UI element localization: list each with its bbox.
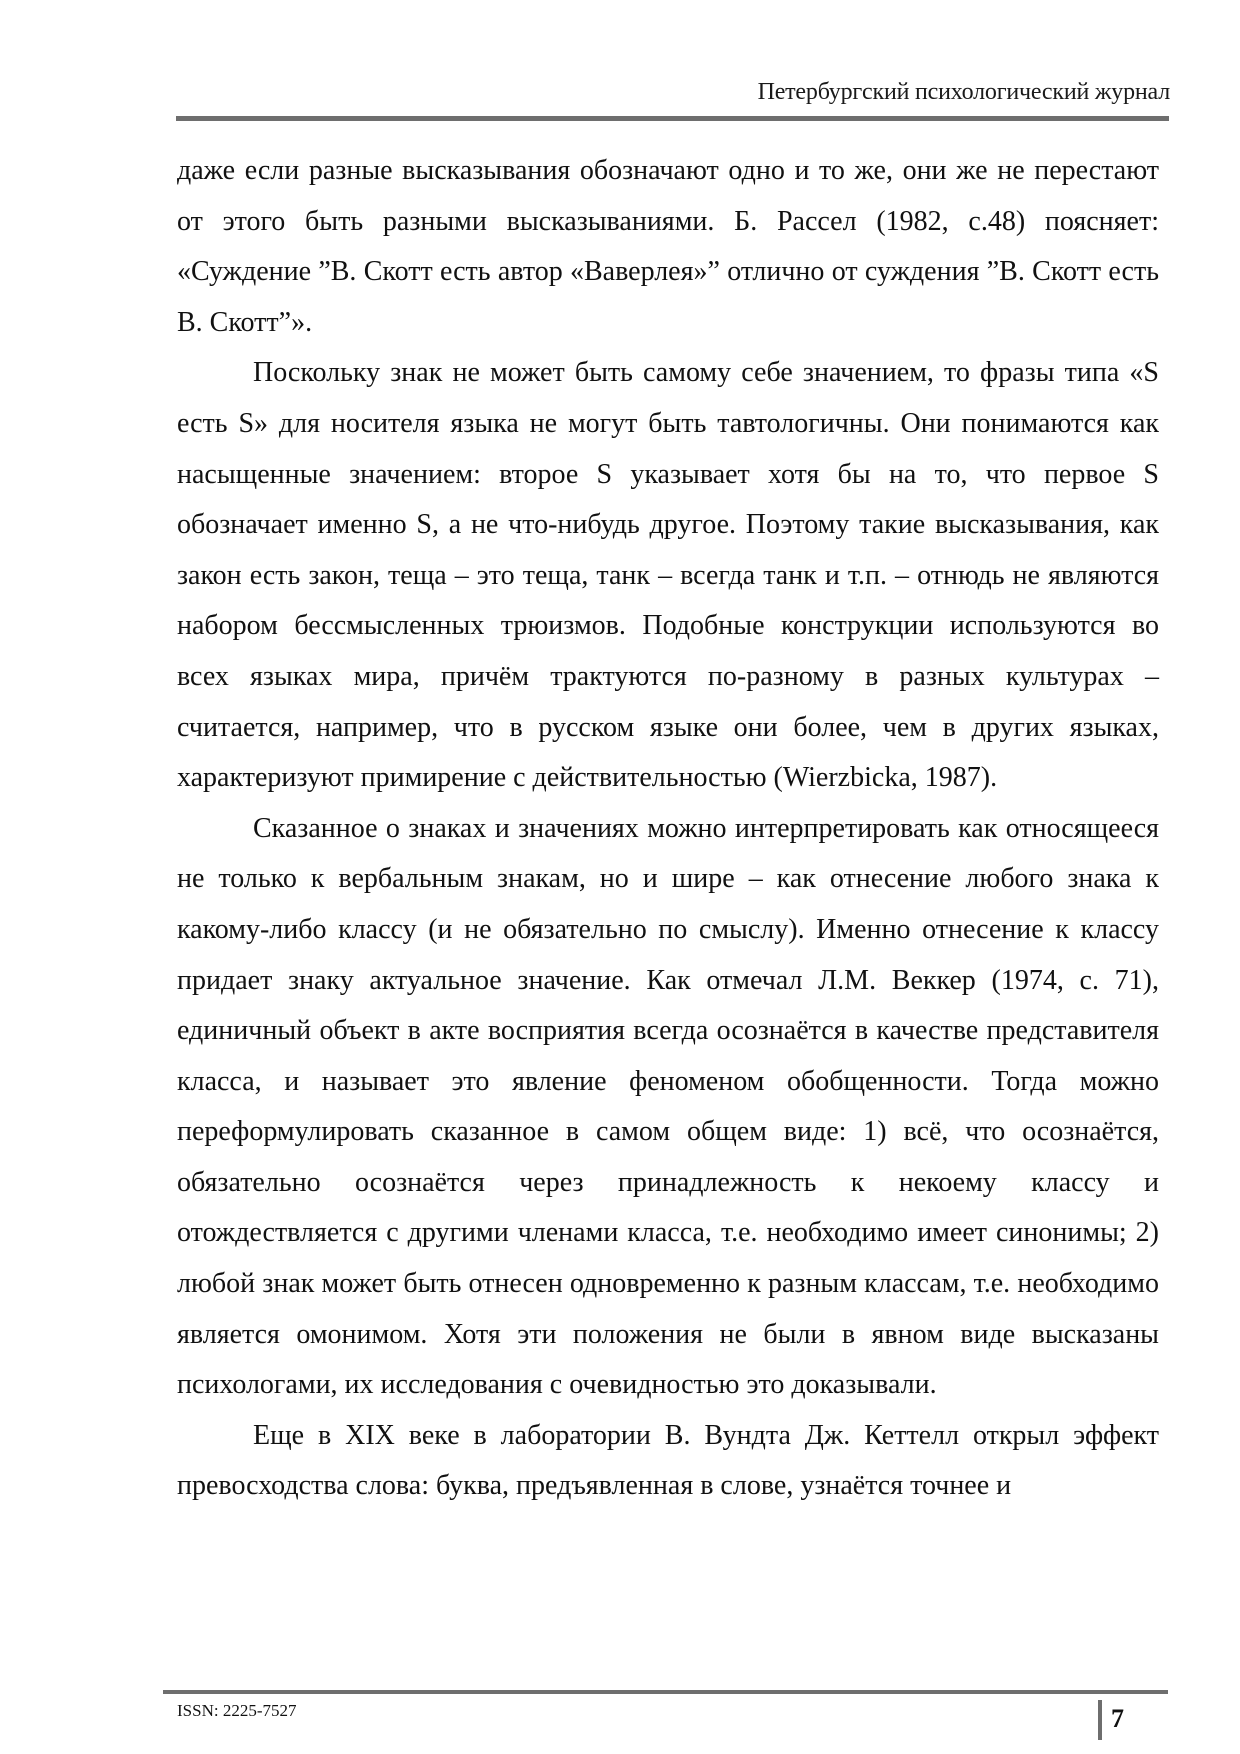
page-number: 7: [1111, 1704, 1124, 1733]
journal-title: Петербургский психологический журнал: [757, 79, 1170, 105]
paragraph-1: даже если разные высказывания обозначают одно и то же, они же не перестают от этого быть разными высказываниями. Б. Рассел (1982, с.48) поясняет: «Суждение ”В. Скотт есть автор «Ваверлея»” отлично от суждения ”В. Скотт есть В. Скотт”».: [177, 155, 1159, 338]
paragraph-2: Поскольку знак не может быть самому себе значением, то фразы типа «S есть S» для носителя языка не могут быть тавтологичны. Они понимаются как насыщенные значением: второе S указывает хотя бы на то, что первое S обозначает именно S, а не что-нибудь другое. Поэтому такие высказывания, как закон есть закон, теща – это теща, танк – всегда танк и т.п. – отнюдь не являются набором бессмысленных трюизмов. Подобные конструкции используются во всех языках мира, причём трактуются по-разному в разных культурах – считается, например, что в русском языке они более, чем в других языках, характеризуют примирение с действительностью (Wierzbicka, 1987).: [177, 357, 1159, 794]
issn-label: ISSN: 2225-7527: [177, 1701, 297, 1720]
header-rule: [176, 116, 1169, 121]
article-body: [177, 146, 1159, 1512]
footer-divider: [1098, 1700, 1102, 1740]
paragraph-4: Еще в XIX веке в лаборатории В. Вундта Дж. Кеттелл открыл эффект превосходства слова: буква, предъявленная в слове, узнаётся точнее и: [177, 1419, 1159, 1502]
paragraph-3: Сказанное о знаках и значениях можно интерпретировать как относящееся не только к вербальным знакам, но и шире – как отнесение любого знака к какому-либо классу (и не обязательно по смыслу). Именно отнесение к классу придает знаку актуальное значение. Как отмечал Л.М. Веккер (1974, с. 71), единичный объект в акте восприятия всегда осознаётся в качестве представителя класса, и называет это явление феноменом обобщенности. Тогда можно переформулировать сказанное в самом общем виде: 1) всё, что осознаётся, обязательно осознаётся через принадлежность к некоему классу и отождествляется с другими членами класса, т.е. необходимо имеет синонимы; 2) любой знак может быть отнесен одновременно к разным классам, т.е. необходимо является омонимом. Хотя эти положения не были в явном виде высказаны психологами, их исследования с очевидностью это доказывали.: [177, 812, 1159, 1401]
footer-rule: [163, 1690, 1168, 1694]
